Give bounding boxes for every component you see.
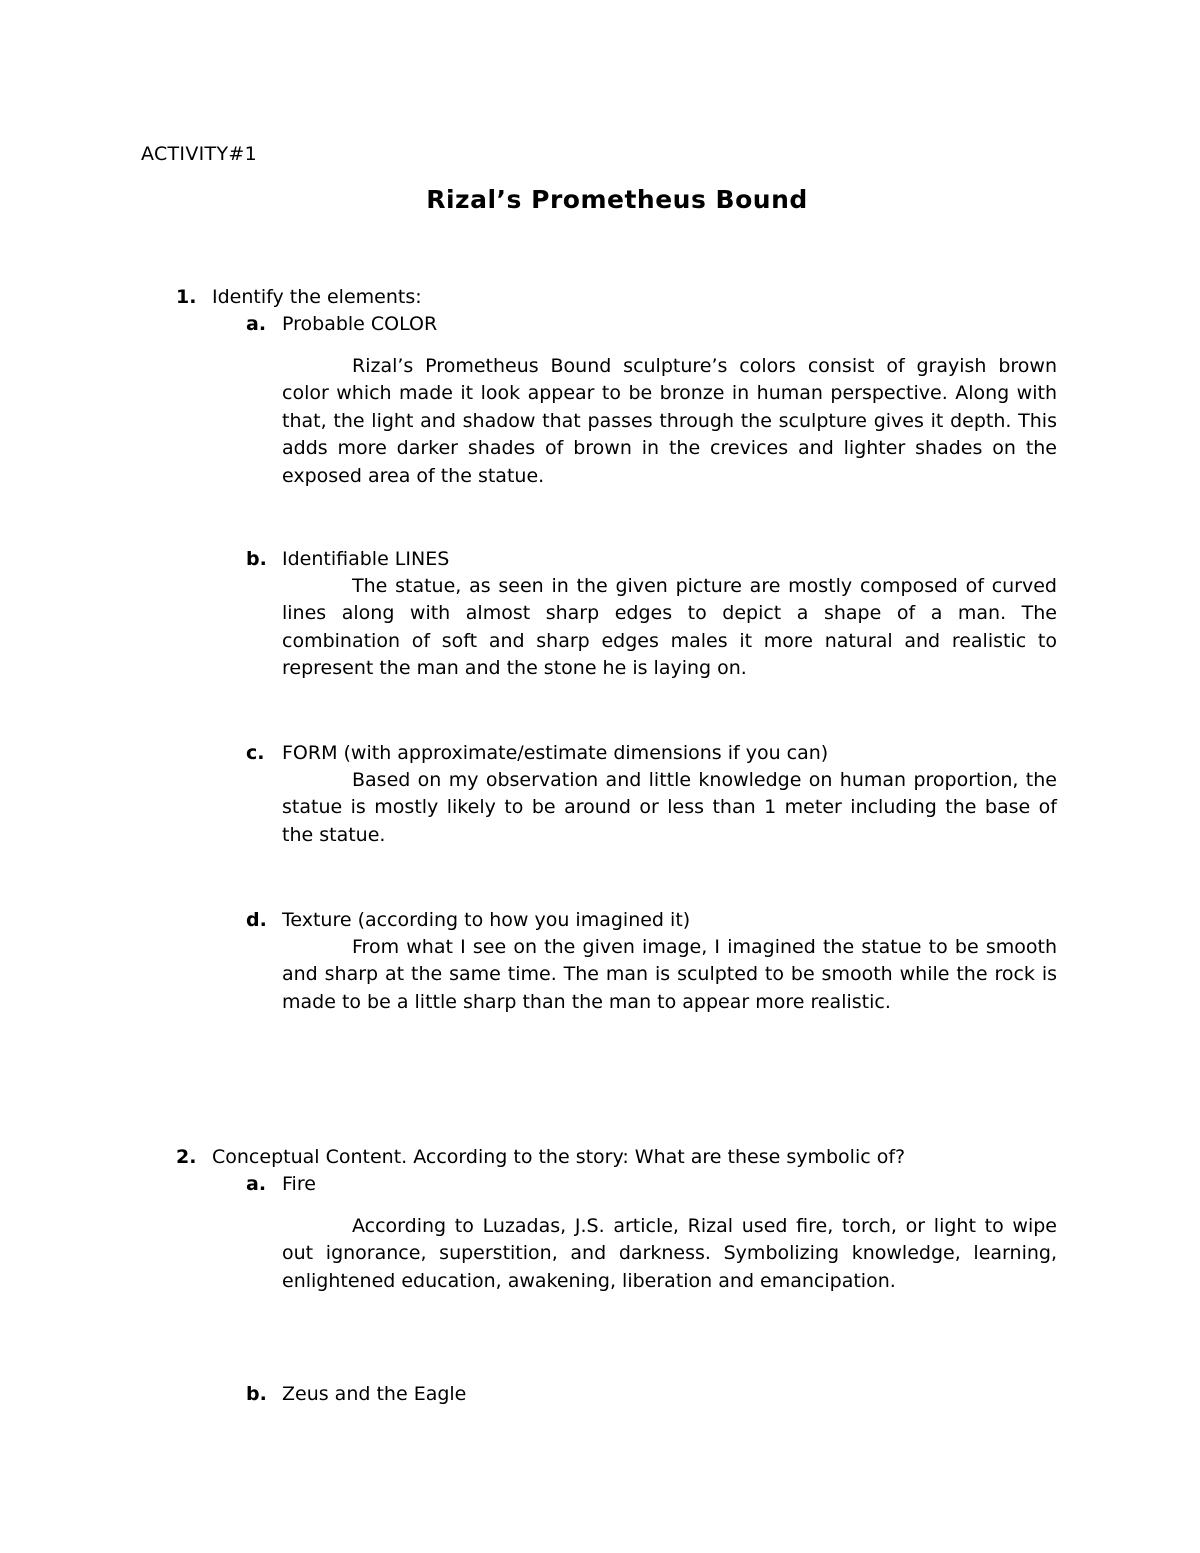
- item-letter: b.: [246, 1383, 267, 1405]
- item-label: Zeus and the Eagle: [282, 1383, 467, 1405]
- question-2: [176, 1144, 905, 1171]
- page-title: Rizal’s Prometheus Bound: [426, 185, 808, 214]
- item-1a: [246, 311, 437, 338]
- item-2b: [246, 1381, 466, 1408]
- item-letter: a.: [246, 313, 267, 335]
- answer-paragraph-1c: Based on my observation and little knowledge on human proportion, the statue is mostly likely to be around or less than 1 meter including the base of the statue.: [282, 769, 1057, 846]
- item-label: Fire: [282, 1173, 316, 1195]
- item-label: Texture (according to how you imagined it): [282, 909, 691, 931]
- item-letter: c.: [246, 742, 265, 764]
- question-number: 2.: [176, 1146, 197, 1168]
- question-prompt: Identify the elements:: [212, 286, 422, 308]
- item-label: FORM (with approximate/estimate dimensions if you can): [282, 742, 829, 764]
- item-1b: [246, 546, 449, 573]
- item-label: Probable COLOR: [282, 313, 438, 335]
- item-1d: [246, 907, 690, 934]
- question-number: 1.: [176, 286, 197, 308]
- item-letter: b.: [246, 548, 267, 570]
- activity-label: ACTIVITY#1: [141, 143, 257, 165]
- question-prompt: Conceptual Content. According to the story: What are these symbolic of?: [212, 1146, 906, 1168]
- item-label: Identifiable LINES: [282, 548, 450, 570]
- answer-paragraph-1d: From what I see on the given image, I imagined the statue to be smooth and sharp at the same time. The man is sculpted to be smooth while the rock is made to be a little sharp than the man to appear more realistic.: [282, 936, 1057, 1013]
- answer-paragraph-2a: According to Luzadas, J.S. article, Rizal used fire, torch, or light to wipe out ignorance, superstition, and darkness. Symbolizing knowledge, learning, enlightened education, awakening, liberation and emancipation.: [282, 1215, 1057, 1292]
- answer-paragraph-1b: The statue, as seen in the given picture are mostly composed of curved lines along with almost sharp edges to depict a shape of a man. The combination of soft and sharp edges males it more natural and realistic to represent the man and the stone he is laying on.: [282, 575, 1057, 680]
- item-letter: d.: [246, 909, 267, 931]
- item-letter: a.: [246, 1173, 267, 1195]
- item-1c: [246, 740, 828, 767]
- item-2a: [246, 1171, 316, 1198]
- question-1: [176, 284, 422, 311]
- answer-paragraph-1a: Rizal’s Prometheus Bound sculpture’s colors consist of grayish brown color which made it look appear to be bronze in human perspective. Along with that, the light and shadow that passes through the sculpture gives it depth. This adds more darker shades of brown in the crevices and lighter shades on the exposed area of the statue.: [282, 355, 1057, 487]
